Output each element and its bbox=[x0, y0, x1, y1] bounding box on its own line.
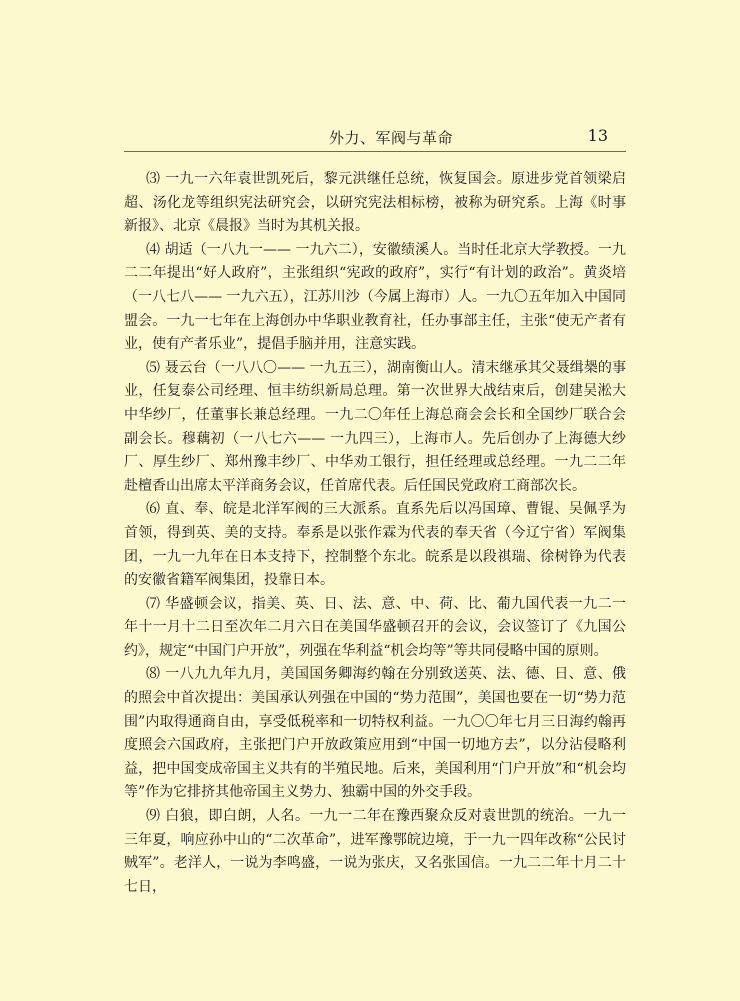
notes-body bbox=[124, 168, 626, 899]
note-4: ⑷ 胡适（一八九一—— 一九六二），安徽绩溪人。当时任北京大学教授。一九二二年提出“好人政府”，主张组织“宪政的政府”，实行“有计划的政治”。黄炎培（一八七八—— 一九六五），江苏川沙（今属上海市）人。一九〇五年加入中国同盟会。一九一七年在上海创办中华职业教育社，任办事部主任，主张“使无产者有业，使有产者乐业”，提倡手脑并用，注意实践。 bbox=[124, 241, 626, 353]
note-7: ⑺ 华盛顿会议，指美、英、日、法、意、中、荷、比、葡九国代表一九二一年十一月十二日至次年二月六日在美国华盛顿召开的会议，会议签订了《九国公约》，规定“中国门户开放”，列强在华利益“机会均等”等共同侵略中国的原则。 bbox=[124, 595, 626, 659]
note-8: ⑻ 一八九九年九月，美国国务卿海约翰在分别致送英、法、德、日、意、俄的照会中首次提出：美国承认列强在中国的“势力范围”，美国也要在一切“势力范围”内取得通商自由，享受低税率和一切特权利益。一九〇〇年七月三日海约翰再度照会六国政府，主张把门户开放政策应用到“中国一切地方去”，以分沾侵略利益，把中国变成帝国主义共有的半殖民地。后来，美国利用“门户开放”和“机会均等”作为它排挤其他帝国主义势力、独霸中国的外交手段。 bbox=[124, 666, 626, 801]
note-5: ⑸ 聂云台（一八八〇—— 一九五三），湖南衡山人。清末继承其父聂缉椝的事业，任复泰公司经理、恒丰纺织新局总理。第一次世界大战结束后，创建吴淞大中华纱厂，任董事长兼总经理。一九二〇年任上海总商会会长和全国纱厂联合会副会长。穆藕初（一八七六—— 一九四三），上海市人。先后创办了上海德大纱厂、厚生纱厂、郑州豫丰纱厂、中华劝工银行，担任经理或总经理。一九二二年赴檀香山出席太平洋商务会议，任首席代表。后任国民党政府工商部次长。 bbox=[124, 359, 626, 494]
note-3: ⑶ 一九一六年袁世凯死后，黎元洪继任总统，恢复国会。原进步党首领梁启超、汤化龙等组织宪法研究会，以研究宪法相标榜，被称为研究系。上海《时事新报》、北京《晨报》当时为其机关报。 bbox=[124, 171, 626, 235]
page-number: 13 bbox=[587, 126, 608, 145]
page-header bbox=[124, 125, 626, 152]
note-6: ⑹ 直、奉、皖是北洋军阀的三大派系。直系先后以冯国璋、曹锟、吴佩孚为首领，得到英、美的支持。奉系是以张作霖为代表的奉天省（今辽宁省）军阀集团，一九一九年在日本支持下，控制整个东北。皖系是以段祺瑞、徐树铮为代表的安徽省籍军阀集团，投靠日本。 bbox=[124, 501, 626, 589]
note-9: ⑼ 白狼，即白朗，人名。一九一二年在豫西聚众反对袁世凯的统治。一九一三年夏，响应孙中山的“二次革命”，进军豫鄂皖边境，于一九一四年改称“公民讨贼军”。老洋人，一说为李鸣盛，一说为张庆，又名张国信。一九二二年十月二十七日， bbox=[124, 808, 626, 895]
running-title: 外力、军阀与革命 bbox=[329, 129, 454, 147]
